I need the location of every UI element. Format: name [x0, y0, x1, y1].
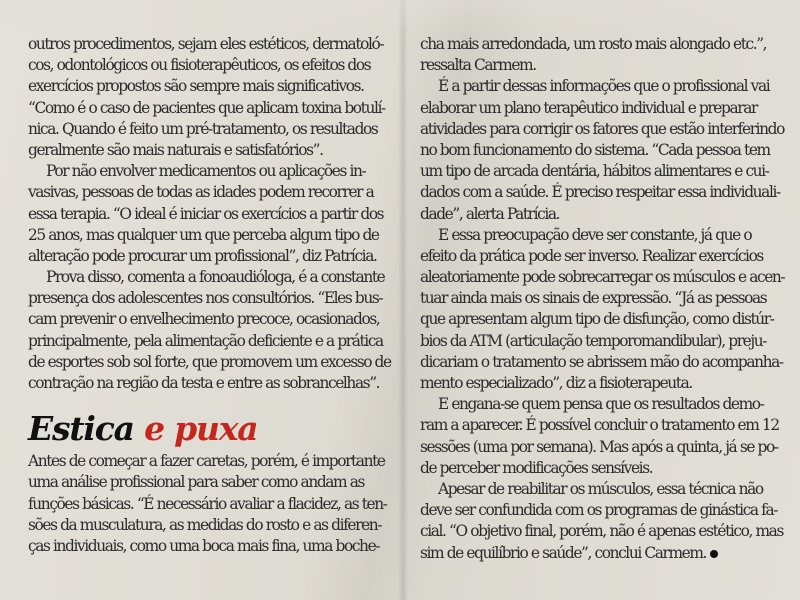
text-line: Por não envolver medicamentos ou aplicações in-	[46, 162, 366, 181]
text-line: elaborar um plano terapêutico individual e preparar	[420, 98, 757, 117]
text-line: cha mais arredondada, um rosto mais alongado etc.”,	[420, 35, 767, 53]
text-line: que apresentam algum tipo de disfunção, como distúr-	[420, 310, 774, 329]
text-line: nica. Quando é feito um pré-tratamento, os resultados	[28, 119, 378, 138]
text-line: Prova disso, comenta a fonoaudióloga, é a constante	[46, 268, 385, 287]
text-line: ças individuais, como uma boca mais fina, uma boche-	[28, 536, 380, 555]
text-line: dicariam o tratamento se abrissem mão do acompanha-	[420, 352, 783, 371]
text-line: sões da musculatura, as medidas do rosto e as diferen-	[28, 515, 382, 534]
text-line: no bom funcionamento do sistema. “Cada pessoa tem	[420, 140, 770, 159]
text-line: aleatoriamente pode sobrecarregar os músculos e acen-	[420, 268, 785, 287]
text-line: funções básicas. “É necessário avaliar a flacidez, as ten-	[28, 494, 387, 513]
text-line: Antes de começar a fazer caretas, porém, é importante	[28, 452, 385, 471]
text-line: atividades para corrigir os fatores que estão interferindo	[420, 119, 785, 138]
article-end-bullet-icon	[710, 550, 718, 558]
text-line: uma análise profissional para saber como andam as	[28, 473, 365, 492]
section-headline	[28, 409, 398, 449]
text-line: essa terapia. “O ideal é iniciar os exercícios a partir dos	[28, 204, 384, 223]
text-line: alteração pode procurar um profissional”, diz Patrícia.	[28, 246, 377, 265]
page-top-shadow	[0, 0, 800, 34]
text-line: efeito da prática pode ser inverso. Realizar exercícios	[420, 246, 763, 265]
text-line: cos, odontológicos ou fisioterapêuticos, os efeitos dos	[28, 56, 371, 75]
page-gutter	[398, 0, 408, 600]
text-line: ram a aparecer. É possível concluir o tratamento em 12	[420, 416, 779, 435]
text-line: tuar ainda mais os sinais de expressão. “Já as pessoas	[420, 289, 767, 308]
headline-part-red: e puxa	[144, 409, 258, 449]
text-line: 25 anos, mas qualquer um que perceba algum tipo de	[28, 225, 379, 244]
headline-part-black: Estica	[28, 409, 145, 449]
text-line: contração na região da testa e entre as sobrancelhas”.	[28, 374, 380, 392]
text-line: um tipo de arcada dentária, hábitos alimentares e cui-	[420, 162, 769, 181]
text-line: E engana-se quem pensa que os resultados demo-	[438, 395, 764, 414]
text-line: principalmente, pela alimentação deficiente e a prática	[28, 331, 383, 350]
text-line: dade”, alerta Patrícia.	[420, 204, 560, 223]
text-line: vasivas, pessoas de todas as idades podem recorrer a	[28, 183, 374, 202]
text-line: mento especializado”, diz a fisioterapeuta.	[420, 374, 692, 392]
text-line-final	[420, 543, 792, 564]
text-line: E essa preocupação deve ser constante, já que o	[438, 225, 752, 244]
right-column	[420, 34, 792, 564]
text-line: de perceber modificações sensíveis.	[420, 458, 653, 477]
text-line: cial. “O objetivo final, porém, não é apenas estético, mas	[420, 522, 783, 541]
text-line: “Como é o caso de pacientes que aplicam toxina botulí-	[28, 98, 385, 117]
left-column	[28, 34, 398, 557]
text-line: É a partir dessas informações que o profissional vai	[438, 77, 770, 96]
text-line: Apesar de reabilitar os músculos, essa técnica não	[438, 479, 763, 498]
text-line: exercícios propostos são sempre mais significativos.	[28, 77, 364, 96]
text-line: outros procedimentos, sejam eles estéticos, dermatoló-	[28, 35, 384, 53]
text-line: ressalta Carmem.	[420, 56, 536, 75]
text-line: dados com a saúde. É preciso respeitar essa individuali-	[420, 183, 780, 202]
text-line: geralmente são mais naturais e satisfatórios”.	[28, 140, 323, 159]
text-line: bios da ATM (articulação temporomandibular), preju-	[420, 331, 767, 350]
text-line: presença dos adolescentes nos consultórios. “Eles bus-	[28, 289, 383, 308]
text-line: de esportes sob sol forte, que promovem um excesso de	[28, 352, 391, 371]
text-line: cam prevenir o envelhecimento precoce, ocasionados,	[28, 310, 380, 329]
text-line: sessões (uma por semana). Mas após a quinta, já se po-	[420, 437, 778, 456]
text-line: deve ser confundida com os programas de ginástica fa-	[420, 501, 778, 520]
final-sentence: sim de equilíbrio e saúde”, conclui Carmem.	[420, 543, 707, 562]
